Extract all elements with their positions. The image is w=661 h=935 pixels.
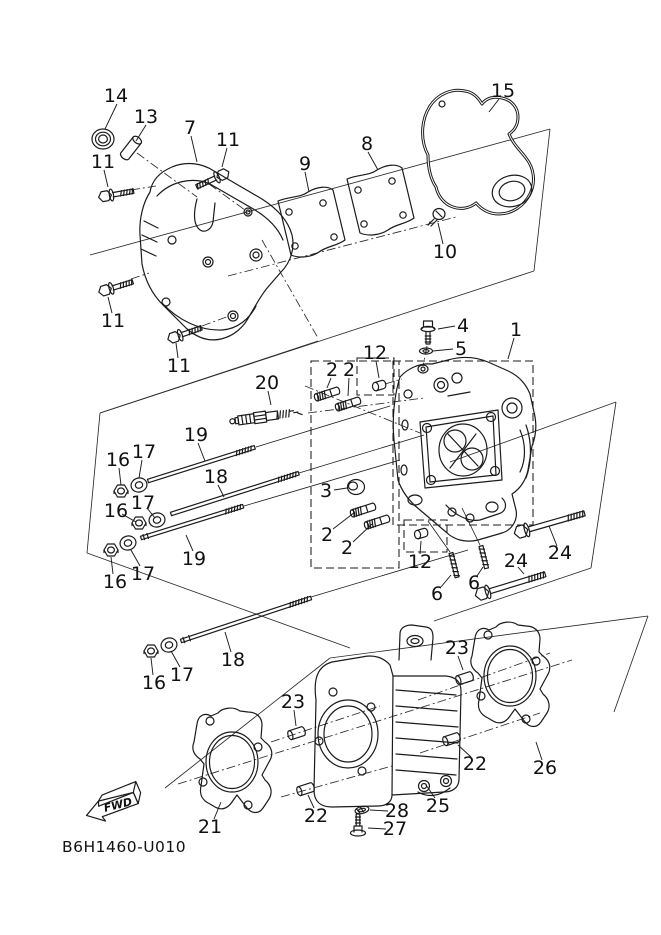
part-callout-6[interactable]: 6 xyxy=(430,583,444,605)
callout-leader-lines xyxy=(104,99,557,829)
part-7-head-cover xyxy=(140,164,293,340)
part-14-seal xyxy=(92,129,114,149)
callout-leader-9 xyxy=(305,172,309,192)
part-callout-12[interactable]: 12 xyxy=(362,342,388,364)
callout-leader-4 xyxy=(438,326,455,329)
part-callout-16[interactable]: 16 xyxy=(141,672,167,694)
part-callout-16[interactable]: 16 xyxy=(105,449,131,471)
part-callout-6[interactable]: 6 xyxy=(467,572,481,594)
part-callout-2[interactable]: 2 xyxy=(320,524,334,546)
part-callout-28[interactable]: 28 xyxy=(384,800,410,822)
part-callout-13[interactable]: 13 xyxy=(133,106,159,128)
callout-leader-2 xyxy=(353,524,372,542)
part-callout-22[interactable]: 22 xyxy=(462,753,488,775)
diagram-code: B6H1460-U010 xyxy=(62,838,187,856)
part-callout-20[interactable]: 20 xyxy=(254,372,280,394)
part-2-pins xyxy=(313,386,390,530)
part-callout-7[interactable]: 7 xyxy=(183,117,197,139)
part-15-cover-gasket xyxy=(423,90,536,214)
part-callout-23[interactable]: 23 xyxy=(444,637,470,659)
part-callout-9[interactable]: 9 xyxy=(298,153,312,175)
part-4-bolt xyxy=(421,321,435,344)
part-callout-11[interactable]: 11 xyxy=(215,129,241,151)
part-callout-16[interactable]: 16 xyxy=(103,500,129,522)
part-callout-19[interactable]: 19 xyxy=(181,548,207,570)
part-callout-17[interactable]: 17 xyxy=(169,664,195,686)
part-callout-1[interactable]: 1 xyxy=(509,319,523,341)
part-25-cylinder xyxy=(314,625,461,807)
part-13-pin xyxy=(119,135,143,162)
part-callout-14[interactable]: 14 xyxy=(103,85,129,107)
part-callout-22[interactable]: 22 xyxy=(303,805,329,827)
part-callout-27[interactable]: 27 xyxy=(382,818,408,840)
callout-leader-7 xyxy=(191,136,197,162)
part-callout-8[interactable]: 8 xyxy=(360,133,374,155)
callout-leader-14 xyxy=(105,104,117,129)
part-callout-3[interactable]: 3 xyxy=(319,480,333,502)
part-callout-23[interactable]: 23 xyxy=(280,691,306,713)
part-callout-11[interactable]: 11 xyxy=(166,355,192,377)
part-callout-11[interactable]: 11 xyxy=(100,310,126,332)
part-callout-18[interactable]: 18 xyxy=(203,466,229,488)
construction-plane-lines xyxy=(87,129,648,788)
part-callout-2[interactable]: 2 xyxy=(342,359,356,381)
callout-leader-5 xyxy=(433,349,453,351)
callout-leader-2 xyxy=(333,512,355,529)
part-callout-24[interactable]: 24 xyxy=(503,550,529,572)
fwd-arrow-label: FWD xyxy=(102,795,134,815)
part-19-stud xyxy=(140,445,255,540)
callout-leader-3 xyxy=(334,488,347,490)
part-callout-19[interactable]: 19 xyxy=(183,424,209,446)
part-callout-26[interactable]: 26 xyxy=(532,757,558,779)
part-callout-18[interactable]: 18 xyxy=(220,649,246,671)
callout-leader-1 xyxy=(508,338,514,359)
part-callout-17[interactable]: 17 xyxy=(130,563,156,585)
part-callout-10[interactable]: 10 xyxy=(432,241,458,263)
part-callout-15[interactable]: 15 xyxy=(490,80,516,102)
part-9-plate xyxy=(278,187,345,257)
part-callout-25[interactable]: 25 xyxy=(425,795,451,817)
part-callout-11[interactable]: 11 xyxy=(90,151,116,173)
part-callout-21[interactable]: 21 xyxy=(197,816,223,838)
part-20-spark-plug xyxy=(229,406,302,427)
part-callout-17[interactable]: 17 xyxy=(130,492,156,514)
part-callout-4[interactable]: 4 xyxy=(456,315,470,337)
part-callout-5[interactable]: 5 xyxy=(454,338,468,360)
part-3-cap xyxy=(348,480,365,495)
fwd-arrow xyxy=(81,781,145,825)
part-callout-2[interactable]: 2 xyxy=(340,537,354,559)
part-21-base-gasket xyxy=(193,708,272,812)
part-callout-12[interactable]: 12 xyxy=(407,551,433,573)
part-callout-2[interactable]: 2 xyxy=(325,359,339,381)
part-callout-17[interactable]: 17 xyxy=(131,441,157,463)
part-callout-16[interactable]: 16 xyxy=(102,571,128,593)
part-callout-24[interactable]: 24 xyxy=(547,542,573,564)
part-27-screw xyxy=(351,814,366,836)
